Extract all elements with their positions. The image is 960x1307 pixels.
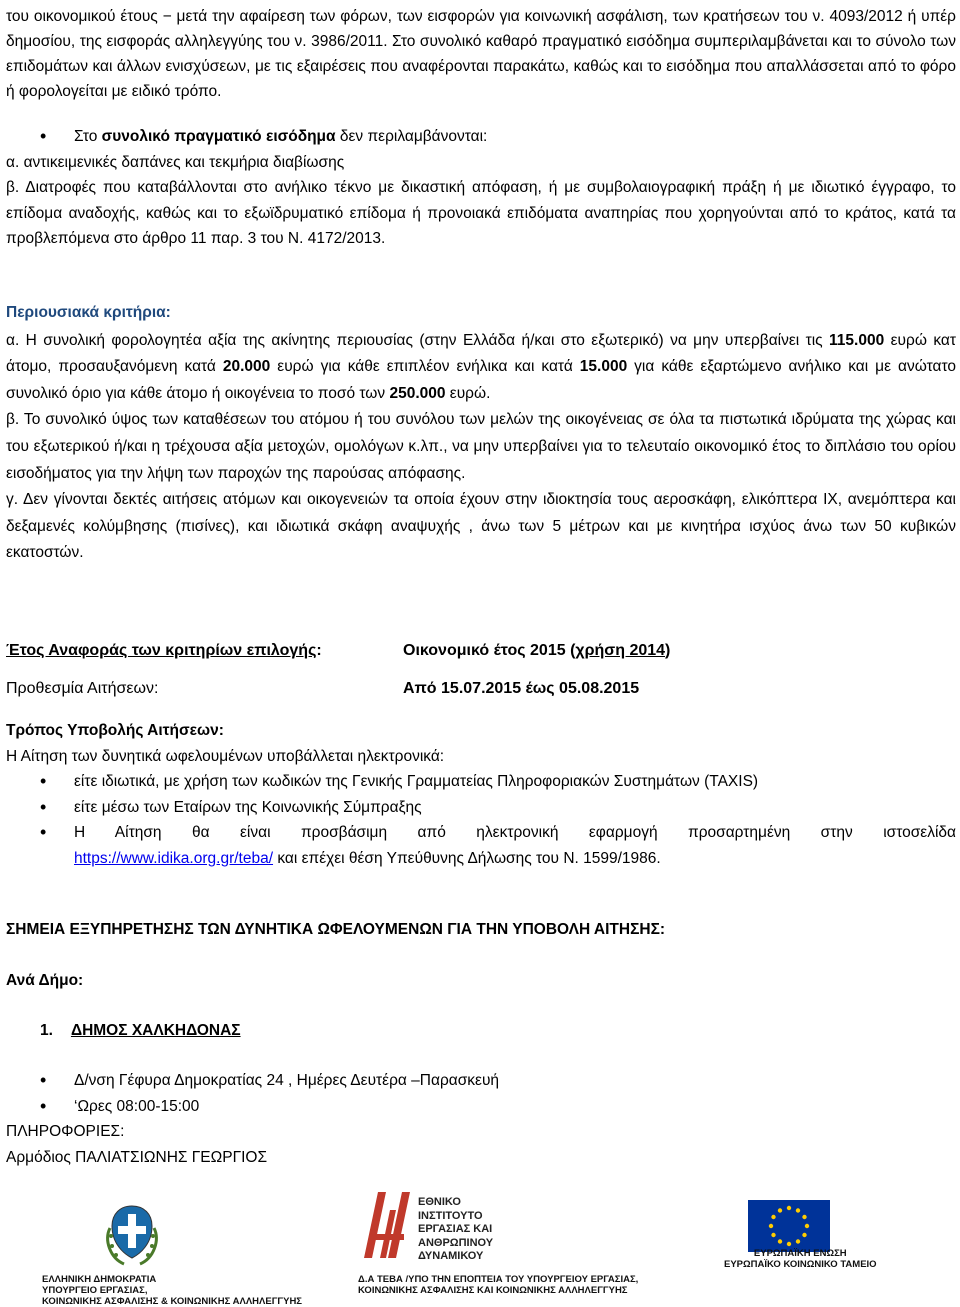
assets-item-a: α. Η συνολική φορολογητέα αξία της ακίνητης περιουσίας (στην Ελλάδα ή/και στο εξωτερικό) να μην υπερβαίνει τις 115.000 ευρώ κατ άτομο, προσαυξανόμενη κατά 20.000 ευρώ για κάθε επιπλέον ενήλικα και κατά 15.000 για κάθε εξαρτώμενο ανήλικο και με ανώτατο συνολικό όριο για κάθε άτομο ή οικογένεια το ποσό των 250.000 ευρώ. — [6, 331, 956, 402]
teba-caption: Δ.Α ΤΕΒΑ /ΥΠΟ ΤΗΝ ΕΠΟΠΤΕΙΑ ΤΟΥ ΥΠΟΥΡΓΕΙΟΥ ΕΡΓΑΣΙΑΣ, ΚΟΙΝΩΝΙΚΗΣ ΑΣΦΑΛΙΣΗΣ ΚΑΙ ΚΟΙΝΩΝΙΚΗΣ ΑΛΛΗΛΕΓΓΥΗΣ — [358, 1274, 639, 1296]
submission-item-online: • Η Αίτηση θα είναι προσβάσιμη από ηλεκτρονική εφαρμογή προσαρτημένη στην ιστοσελίδα — [6, 820, 956, 846]
submission-item-online-cont: https://www.idika.org.gr/teba/ και επέχει θέση Υπεύθυνης Δήλωσης του Ν. 1599/1986. — [74, 849, 661, 867]
exclusions-bullet: • Στο συνολικό πραγματικό εισόδημα δεν περιλαμβάνονται: — [6, 124, 956, 150]
assets-section — [6, 300, 956, 567]
submission-item-partners: • είτε μέσω των Εταίρων της Κοινωνικής Σύμπραξης — [6, 795, 956, 821]
submission-heading: Τρόπος Υποβολής Αιτήσεων: — [6, 722, 224, 739]
greek-coat-of-arms-icon — [102, 1200, 162, 1270]
municipality-hours: • ‘Ωρες 08:00-15:00 — [6, 1094, 956, 1120]
per-municipality-heading: Ανά Δήμο: — [6, 972, 84, 989]
eiead-logo-icon — [362, 1190, 414, 1260]
reference-year-value: Οικονομικό έτος 2015 (χρήση 2014) — [403, 642, 671, 659]
municipality-details — [6, 1068, 956, 1170]
submission-item-taxis: • είτε ιδιωτικά, με χρήση των κωδικών της Γενικής Γραμματείας Πληροφοριακών Συστημάτων (TAXIS) — [6, 769, 956, 795]
exclusion-item-b: β. Διατροφές που καταβάλλονται στο ανήλικο τέκνο με δικαστική απόφαση, ή με συμβολαιογραφική πράξη ή με ιδιωτικό έγγραφο, το επίδομα αναδοχής, καθώς και το εξωϊδρυματικό επίδομα ή προνοιακά επιδόματα αναπηρίας που χορηγούνται από το κράτος, κατά τα προβλεπόμενα στο άρθρο 11 παρ. 3 του Ν. 4172/2013. — [6, 179, 956, 248]
municipality-address: • Δ/νση Γέφυρα Δημοκρατίας 24 , Ημέρες Δευτέρα –Παρασκευή — [6, 1068, 956, 1094]
municipality-title: 1. ΔΗΜΟΣ ΧΑΛΚΗΔΟΝΑΣ — [40, 1022, 241, 1039]
info-label: ΠΛΗΡΟΦΟΡΙΕΣ: — [6, 1123, 125, 1141]
income-definition-paragraph: του οικονομικού έτους − μετά την αφαίρεση των φόρων, των εισφορών για κοινωνική ασφάλιση, των κρατήσεων του ν. 4093/2012 ή υπέρ δημοσίου, της εισφοράς αλληλεγγύης του ν. 3986/2011. Στο συνολικό καθαρό πραγματικό εισόδημα συμπεριλαμβάνεται και το σύνολο των επιδομάτων και άλλων ενισχύσεων, με τις εξαιρέσεις που αναφέρονται παρακάτω, καθώς και το εισόδημα που απαλλάσσεται από το φόρο ή φορολογείται με ειδικό τρόπο. — [6, 8, 956, 100]
assets-item-c: γ. Δεν γίνονται δεκτές αιτήσεις ατόμων και οικογενειών τα οποία έχουν στην ιδιοκτησία τους αεροσκάφη, ελικόπτερα ΙΧ, ανεμόπτερα και δεξαμενές κολύμβησης (πισίνες), και ιδιωτικά σκάφη αναψυχής , άνω των 5 μέτρων και με κινητήρα ισχύος άνω των 50 κυβικών εκατοστών. — [6, 491, 956, 562]
deadline-label: Προθεσμία Αιτήσεων: — [6, 680, 159, 697]
eu-flag-icon — [748, 1200, 830, 1252]
ministry-caption: ΕΛΛΗΝΙΚΗ ΔΗΜΟΚΡΑΤΙΑ ΥΠΟΥΡΓΕΙΟ ΕΡΓΑΣΙΑΣ, ΚΟΙΝΩΝΙΚΗΣ ΑΣΦΑΛΙΣΗΣ & ΚΟΙΝΩΝΙΚΗΣ ΑΛΛΗΛΕΓΓΥΗΣ — [42, 1274, 303, 1307]
eiead-name: ΕΘΝΙΚΟ ΙΝΣΤΙΤΟΥΤΟ ΕΡΓΑΣΙΑΣ ΚΑΙ ΑΝΘΡΩΠΙΝΟΥ ΔΥΝΑΜΙΚΟΥ — [418, 1196, 494, 1262]
deadline-row — [6, 680, 640, 698]
contact-person: Αρμόδιος ΠΑΛΙΑΤΣΙΩΝΗΣ ΓΕΩΡΓΙΟΣ — [6, 1148, 268, 1166]
deadline-value: Από 15.07.2015 έως 05.08.2015 — [403, 680, 640, 697]
footer-logos — [0, 1190, 960, 1307]
reference-year-row — [6, 642, 671, 660]
service-points-heading: ΣΗΜΕΙΑ ΕΞΥΠΗΡΕΤΗΣΗΣ ΤΩΝ ΔΥΝΗΤΙΚΑ ΩΦΕΛΟΥΜΕΝΩΝ ΓΙΑ ΤΗΝ ΥΠΟΒΟΛΗ ΑΙΤΗΣΗΣ: — [6, 921, 666, 938]
assets-item-b: β. Το συνολικό ύψος των καταθέσεων του ατόμου ή του συνόλου των μελών της οικογένειας σε όλα τα πιστωτικά ιδρύματα της χώρας και του εξωτερικού ή/και η τρέχουσα αξία μετοχών, ομολόγων κ.λπ., να μην υπερβαίνει για το τελευταίο οικονομικό έτος το διπλάσιο του ορίου εισοδήματος για την λήψη των παροχών της παρούσας απόφασης. — [6, 411, 956, 482]
submission-section — [6, 718, 956, 872]
submission-intro: Η Αίτηση των δυνητικά ωφελουμένων υποβάλλεται ηλεκτρονικά: — [6, 747, 445, 765]
exclusion-item-a: α. αντικειμενικές δαπάνες και τεκμήρια διαβίωσης — [6, 153, 345, 171]
assets-heading: Περιουσιακά κριτήρια: — [6, 304, 171, 321]
eu-caption: ΕΥΡΩΠΑΪΚΗ ΕΝΩΣΗ ΕΥΡΩΠΑΪΚΟ ΚΟΙΝΩΝΙΚΟ ΤΑΜΕΙΟ — [724, 1248, 877, 1270]
idika-link[interactable]: https://www.idika.org.gr/teba/ — [74, 849, 274, 867]
exclusions-section — [6, 124, 956, 252]
reference-year-label: Έτος Αναφοράς των κριτηρίων επιλογής: — [6, 642, 322, 659]
